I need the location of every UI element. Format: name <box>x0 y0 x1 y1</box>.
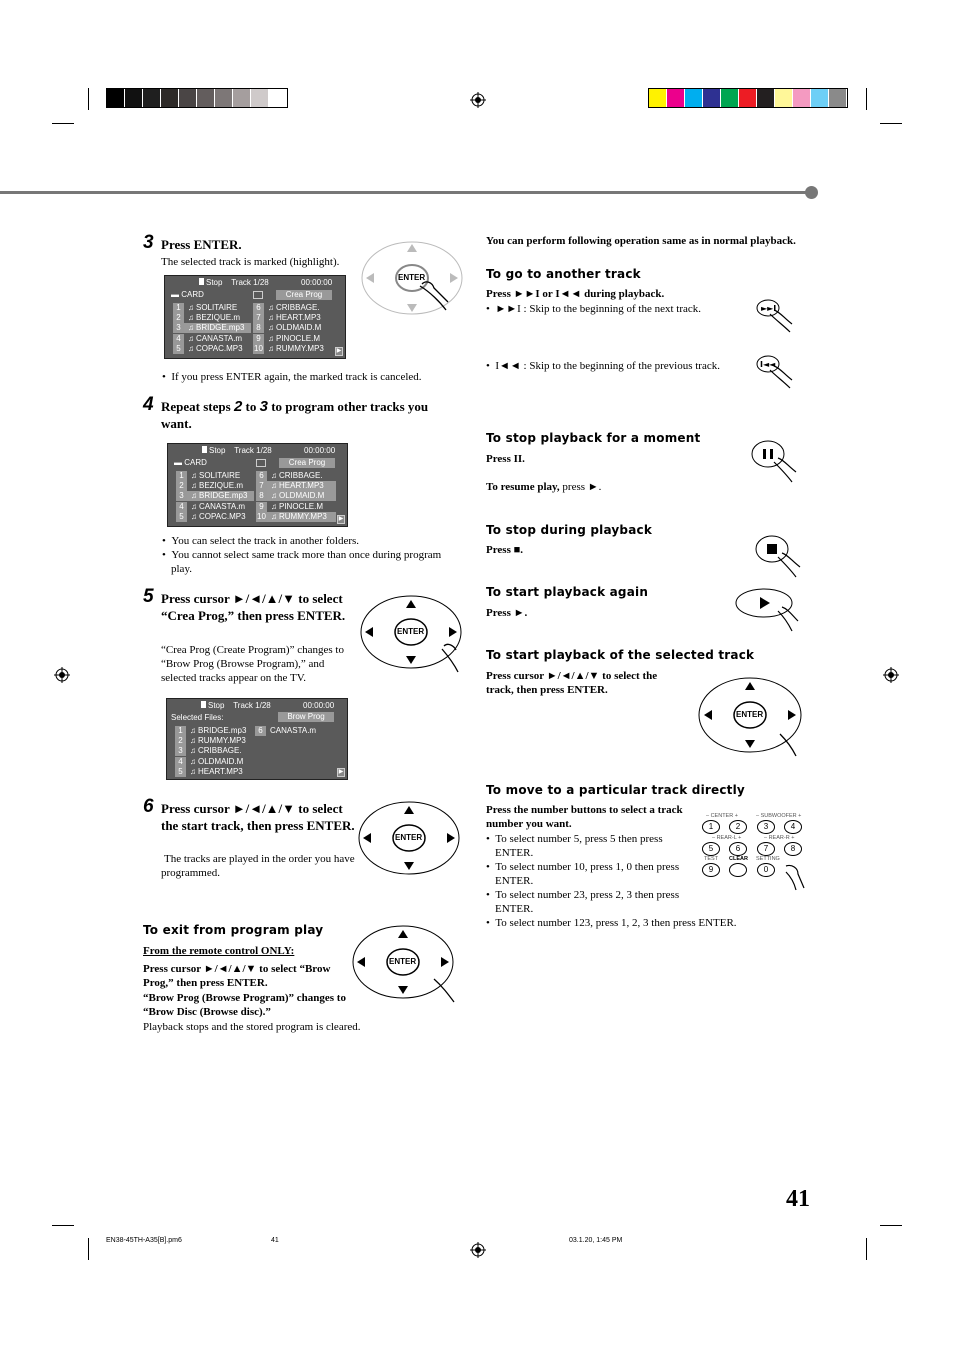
crop-mark <box>866 1238 867 1260</box>
crea-prog-label: Crea Prog <box>276 290 332 300</box>
crop-mark <box>88 1238 89 1260</box>
color-swatch <box>739 89 757 107</box>
registration-mark-icon <box>54 667 70 683</box>
number-button: 0 <box>757 863 775 877</box>
osd-track-row: 9 ♫ PINOCLE.M <box>253 334 333 344</box>
footer-filename: EN38-45TH-A35[B].pm6 <box>106 1237 182 1244</box>
number-button: 6 <box>729 842 747 856</box>
osd-track-row: 5 ♫ COPAC.MP3 <box>176 512 254 522</box>
step-number: 4 <box>143 394 154 415</box>
section-text: Press II. <box>486 453 525 465</box>
color-swatch <box>667 89 685 107</box>
step-body: The selected track is marked (highlight). <box>161 256 340 268</box>
crop-mark <box>880 1225 902 1226</box>
section-heading: To start playback of the selected track <box>486 648 755 662</box>
registration-mark-icon <box>470 1242 486 1258</box>
remote-only-note: From the remote control ONLY: <box>143 945 295 957</box>
keypad-label: – CENTER + <box>706 813 738 819</box>
color-swatch <box>757 89 775 107</box>
number-button: 8 <box>784 842 802 856</box>
color-swatch <box>161 89 179 107</box>
footer-page: 41 <box>271 1237 279 1244</box>
step-title: Press cursor ►/◄/▲/▼ to select the start track, then press ENTER. <box>161 801 355 833</box>
header-rule-dot <box>805 186 818 199</box>
keypad-label: – REAR-R + <box>764 835 795 841</box>
keypad-label: SETTING <box>756 856 780 862</box>
enter-label: ENTER <box>398 273 426 282</box>
section-sub: Press ►►I or I◄◄ during playback. <box>486 288 665 300</box>
enter-label: ENTER <box>389 957 417 966</box>
remote-cursor-pad <box>360 240 464 320</box>
osd-folder: ▬ CARD <box>171 290 204 299</box>
folder-icon <box>253 291 263 299</box>
color-swatch <box>125 89 143 107</box>
exit-instruction: Press cursor ►/◄/▲/▼ to select “Brow Prog,” then press ENTER. <box>143 963 331 989</box>
keypad-label: – SUBWOOFER + <box>756 813 802 819</box>
number-button: 3 <box>757 820 775 834</box>
osd-screen-3 <box>166 698 348 780</box>
color-swatch <box>721 89 739 107</box>
osd-track-list <box>176 471 346 523</box>
pause-button-icon <box>750 440 800 484</box>
header-rule <box>0 191 812 194</box>
step-number: 3 <box>143 232 154 253</box>
remote-cursor-pad <box>356 800 462 880</box>
brow-prog-label: Brow Prog <box>278 712 334 722</box>
osd-selected-label: Selected Files: <box>171 713 224 722</box>
osd-screen-2 <box>167 443 348 527</box>
enter-label: ENTER <box>397 627 425 636</box>
crop-mark <box>88 88 89 110</box>
step-body: The tracks are played in the order you have programmed. <box>161 853 355 879</box>
color-swatch <box>775 89 793 107</box>
osd-track-row: 10 ♫ RUMMY.MP3 <box>254 343 324 353</box>
osd-track-row: 3 ♫ BRIDGE.mp3 <box>176 491 254 501</box>
osd-track-row: 1 ♫ SOLITAIRE <box>176 471 254 481</box>
color-swatch <box>811 89 829 107</box>
remote-cursor-pad <box>358 594 464 674</box>
crop-mark <box>52 1225 74 1226</box>
finger-icon <box>784 862 808 892</box>
osd-track-row: 6 CANASTA.m <box>255 726 316 736</box>
osd-track-row: 10 ♫ RUMMY.MP3 <box>256 512 336 522</box>
section-heading: To stop during playback <box>486 523 653 537</box>
remote-cursor-pad <box>350 924 458 1004</box>
crop-mark <box>866 88 867 110</box>
exit-instruction: Playback stops and the stored program is cleared. <box>143 1021 361 1033</box>
osd-track-row: 9 ♫ PINOCLE.M <box>256 502 336 512</box>
number-button: 2 <box>729 820 747 834</box>
number-button: 7 <box>757 842 775 856</box>
step-title: Press ENTER. <box>161 237 242 252</box>
osd-screen-1 <box>164 275 346 359</box>
osd-track-row: 7 ♫ HEART.MP3 <box>256 481 336 491</box>
osd-track-row: 4 ♫ OLDMAID.M <box>175 757 243 767</box>
osd-track-row: 8 ♫ OLDMAID.M <box>253 323 333 333</box>
osd-track-list <box>173 303 343 355</box>
osd-track-row: 7 ♫ HEART.MP3 <box>253 313 333 323</box>
gray-color-bar <box>106 88 288 108</box>
number-button: 5 <box>702 842 720 856</box>
section-text: Press the number buttons to select a track number you want. <box>486 804 683 830</box>
color-swatch <box>215 89 233 107</box>
osd-track-row: 8 ♫ OLDMAID.M <box>256 491 336 501</box>
registration-mark-icon <box>470 92 486 108</box>
color-swatch <box>269 89 287 107</box>
osd-track-row: 5 ♫ COPAC.MP3 <box>173 344 251 354</box>
osd-status: Stop Track 1/28 <box>201 701 271 710</box>
section-text: To resume play, press ►. <box>486 481 602 493</box>
osd-track-row: 2 ♫ RUMMY.MP3 <box>175 736 246 746</box>
footer-date: 03.1.20, 1:45 PM <box>569 1237 623 1244</box>
next-page-icon: ▶ <box>338 769 344 775</box>
color-swatch <box>251 89 269 107</box>
keypad-label: TEST <box>704 856 719 862</box>
color-swatch <box>793 89 811 107</box>
remote-cursor-pad <box>696 676 806 758</box>
color-swatch <box>829 89 847 107</box>
osd-folder: ▬ CARD <box>174 458 207 467</box>
color-swatch <box>107 89 125 107</box>
play-button-icon <box>734 587 800 633</box>
color-swatch <box>233 89 251 107</box>
next-button-icon <box>756 298 796 334</box>
color-swatch <box>143 89 161 107</box>
page-number: 41 <box>786 1186 810 1212</box>
enter-label: ENTER <box>395 833 423 842</box>
svg-text:I◄◄: I◄◄ <box>760 360 776 369</box>
osd-track-row: 6 ♫ CRIBBAGE. <box>253 303 333 313</box>
section-heading: To move to a particular track directly <box>486 783 745 797</box>
osd-track-row: 3 ♫ BRIDGE.mp3 <box>173 323 251 333</box>
bullet-list: • You can select the track in another folders. • You cannot select same track more than once during program play. <box>162 535 442 575</box>
osd-status: Stop Track 1/28 <box>199 278 269 287</box>
osd-track-row: 2 ♫ BEZIQUE.m <box>173 313 251 323</box>
step-number: 6 <box>143 796 154 817</box>
osd-time: 00:00:00 <box>304 446 336 455</box>
enter-label: ENTER <box>736 710 764 719</box>
osd-track-row: 6 ♫ CRIBBAGE. <box>256 471 336 481</box>
intro-text: You can perform following operation same as in normal playback. <box>486 235 796 247</box>
stop-button-icon <box>754 535 804 579</box>
osd-track-row: 1 ♫ BRIDGE.mp3 <box>175 726 246 736</box>
section-heading: To exit from program play <box>143 923 324 937</box>
section-text: Press ■. <box>486 544 523 556</box>
color-swatch <box>197 89 215 107</box>
number-keypad <box>698 812 808 892</box>
registration-mark-icon <box>883 667 899 683</box>
color-swatch <box>649 89 667 107</box>
next-page-icon: ▶ <box>336 348 342 354</box>
step-title: Press cursor ►/◄/▲/▼ to select “Crea Prog,” then press ENTER. <box>161 591 346 623</box>
osd-track-row: 4 ♫ CANASTA.m <box>173 334 251 344</box>
color-swatch <box>685 89 703 107</box>
next-page-icon: ▶ <box>338 516 344 522</box>
previous-button-icon <box>756 354 796 390</box>
svg-text:►►I: ►►I <box>761 304 777 313</box>
section-heading: To stop playback for a moment <box>486 431 701 445</box>
osd-status: Stop Track 1/28 <box>202 446 272 455</box>
crop-mark <box>52 123 74 124</box>
osd-time: 00:00:00 <box>301 278 333 287</box>
keypad-label: – REAR-L + <box>712 835 742 841</box>
section-text: Press cursor ►/◄/▲/▼ to select the track, then press ENTER. <box>486 670 658 696</box>
color-swatch <box>703 89 721 107</box>
osd-track-row: 1 ♫ SOLITAIRE <box>173 303 251 313</box>
step-title: Repeat steps 2 to 3 to program other tracks you want. <box>161 398 429 431</box>
bullet-list: • To select number 5, press 5 then press ENTER. • To select number 10, press 1, 0 then press ENTER. • To select number 23, press 2, 3 then press ENTER. • To select number 123, press 1, 2, 3 then press ENTER. <box>486 833 737 929</box>
clear-button <box>729 863 747 877</box>
exit-instruction: “Brow Prog (Browse Program)” changes to “Brow Disc (Browse disc).” <box>143 992 346 1018</box>
crea-prog-label: Crea Prog <box>279 458 335 468</box>
number-button: 4 <box>784 820 802 834</box>
osd-time: 00:00:00 <box>303 701 335 710</box>
osd-track-row: 2 ♫ BEZIQUE.m <box>176 481 254 491</box>
step-number: 5 <box>143 586 154 607</box>
section-heading: To go to another track <box>486 267 641 281</box>
folder-icon <box>256 459 266 467</box>
osd-track-row: 5 ♫ HEART.MP3 <box>175 767 243 777</box>
osd-track-row: 4 ♫ CANASTA.m <box>176 502 254 512</box>
process-color-bar <box>648 88 848 108</box>
crop-mark <box>880 123 902 124</box>
color-swatch <box>179 89 197 107</box>
section-heading: To start playback again <box>486 585 649 599</box>
step-body: “Crea Prog (Create Program)” changes to “Brow Prog (Browse Program),” and selected tracks appear on the TV. <box>161 644 344 684</box>
clear-label: CLEAR <box>729 856 748 862</box>
number-button: 9 <box>702 863 720 877</box>
osd-track-row: 3 ♫ CRIBBAGE. <box>175 746 242 756</box>
section-text: Press ►. <box>486 607 528 619</box>
step-note: • If you press ENTER again, the marked track is canceled. <box>162 371 422 383</box>
osd-track-list <box>175 726 345 778</box>
number-button: 1 <box>702 820 720 834</box>
